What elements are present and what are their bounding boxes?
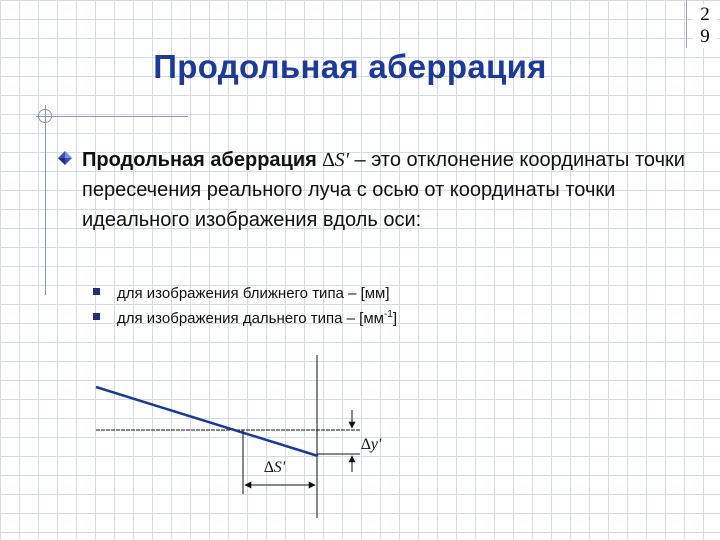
- bullet-suffix: ]: [392, 310, 398, 327]
- definition-term: Продольная аберрация: [82, 149, 317, 171]
- definition-paragraph: [82, 145, 692, 235]
- definition-text: – это отклонение координаты точки пересечения реального луча с осью от координаты точки идеального изображения вдоль оси:: [82, 149, 685, 231]
- square-bullet-icon: [93, 288, 100, 295]
- bullet-list: [93, 281, 653, 331]
- definition-block: [82, 145, 692, 235]
- decorative-hline: [36, 116, 188, 117]
- delta-symbol: ∆: [322, 149, 335, 171]
- decorative-circle: [38, 109, 52, 123]
- slide-number-digit: 2: [700, 4, 710, 25]
- list-item: [93, 306, 653, 331]
- bullet-superscript: -1: [383, 309, 393, 320]
- slide-number-digit: 9: [700, 26, 710, 47]
- square-bullet-icon: [93, 313, 100, 320]
- page-title: Продольная аберрация: [153, 48, 547, 85]
- corner-divider: [686, 0, 687, 48]
- slide-number: [693, 4, 717, 48]
- real-ray: [96, 387, 318, 456]
- list-item: [93, 281, 653, 306]
- dy-label: ∆y': [361, 436, 382, 453]
- s-prime-symbol: S': [334, 149, 349, 171]
- bullet-text: для изображения ближнего типа – [мм]: [117, 285, 390, 302]
- bullet-text: для изображения дальнего типа – [мм: [117, 310, 384, 327]
- ds-label: ∆S': [264, 459, 286, 476]
- decorative-vline: [45, 105, 46, 295]
- diamond-bullet-icon: [58, 151, 72, 165]
